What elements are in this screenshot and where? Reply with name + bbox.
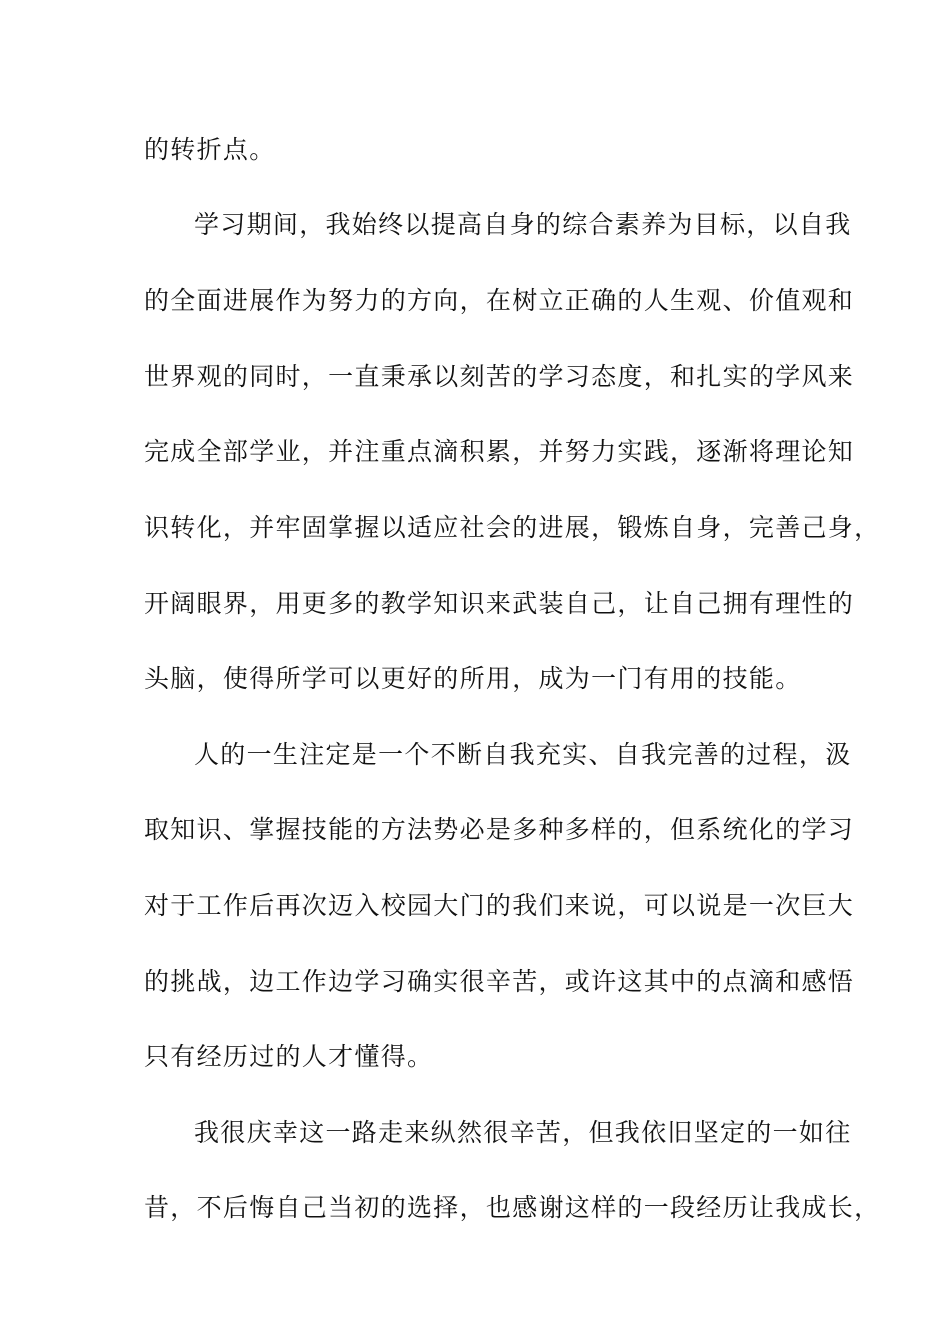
text-line: 完成全部学业，并注重点滴积累，并努力实践，逐渐将理论知 <box>144 437 855 466</box>
text-line: 的转折点。 <box>144 135 276 164</box>
text-line: 的全面进展作为努力的方向，在树立正确的人生观、价值观和 <box>144 286 855 315</box>
text-line: 头脑，使得所学可以更好的所用，成为一门有用的技能。 <box>144 664 802 693</box>
text-line: 识转化，并牢固掌握以适应社会的进展，锻炼自身，完善己身， <box>144 513 881 542</box>
paragraph-first-line: 学习期间，我始终以提高自身的综合素养为目标，以自我 <box>194 210 852 239</box>
text-line: 世界观的同时，一直秉承以刻苦的学习态度，和扎实的学风来 <box>144 362 855 391</box>
text-line: 昔，不后悔自己当初的选择，也感谢这样的一段经历让我成长， <box>144 1193 881 1222</box>
text-line: 对于工作后再次迈入校园大门的我们来说，可以说是一次巨大 <box>144 891 855 920</box>
text-line: 开阔眼界，用更多的教学知识来武装自己，让自己拥有理性的 <box>144 589 855 618</box>
paragraph-first-line: 我很庆幸这一路走来纵然很辛苦，但我依旧坚定的一如往 <box>194 1118 852 1147</box>
text-line: 取知识、掌握技能的方法势必是多种多样的，但系统化的学习 <box>144 815 855 844</box>
paragraph-first-line: 人的一生注定是一个不断自我充实、自我完善的过程，汲 <box>194 740 852 769</box>
text-line: 只有经历过的人才懂得。 <box>144 1042 434 1071</box>
text-line: 的挑战，边工作边学习确实很辛苦，或许这其中的点滴和感悟 <box>144 967 855 996</box>
